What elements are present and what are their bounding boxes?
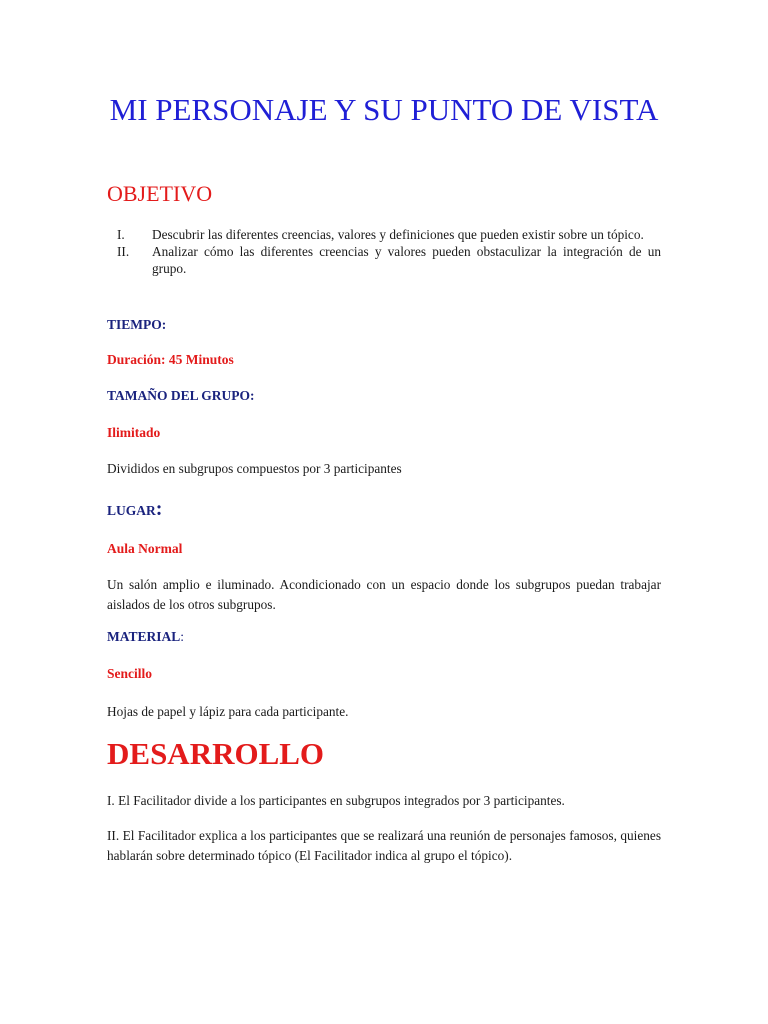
lugar-label-line: [107, 498, 162, 521]
material-text: Hojas de papel y lápiz para cada participante.: [107, 704, 349, 719]
desarrollo-step: II. El Facilitador explica a los participantes que se realizará una reunión de personajes famosos, quienes hablarán sobre determinado tópico (El Facilitador indica al grupo el tópico).: [107, 828, 661, 863]
tiempo-label: TIEMPO:: [107, 317, 167, 332]
lugar-text: Un salón amplio e iluminado. Acondicionado con un espacio donde los subgrupos puedan trabajar aislados de los otros subgrupos.: [107, 577, 661, 612]
objetivo-item-text: Descubrir las diferentes creencias, valores y definiciones que pueden existir sobre un tópico.: [152, 227, 644, 242]
lugar-value: Aula Normal: [107, 541, 183, 556]
objetivo-item: [107, 243, 661, 277]
grupo-label: TAMAÑO DEL GRUPO:: [107, 388, 255, 403]
objetivo-item-text: Analizar cómo las diferentes creencias y valores pueden obstaculizar la integración de un grupo.: [152, 244, 661, 276]
grupo-text: Divididos en subgrupos compuestos por 3 participantes: [107, 461, 402, 476]
lugar-label: LUGAR: [107, 503, 156, 518]
desarrollo-step: I. El Facilitador divide a los participantes en subgrupos integrados por 3 participantes.: [107, 793, 565, 808]
objetivo-heading: OBJETIVO: [107, 181, 213, 206]
material-label-line: [107, 629, 184, 645]
document-title: MI PERSONAJE Y SU PUNTO DE VISTA: [109, 92, 659, 127]
objetivo-item-number: II.: [117, 244, 130, 259]
lugar-colon: :: [155, 498, 163, 520]
material-label: MATERIAL: [107, 629, 181, 644]
objetivo-item-number: I.: [117, 227, 125, 242]
material-value: Sencillo: [107, 666, 153, 681]
objetivo-item: [107, 226, 661, 243]
desarrollo-heading: DESARROLLO: [107, 736, 325, 771]
grupo-value: Ilimitado: [107, 425, 161, 440]
material-colon: :: [180, 629, 185, 644]
tiempo-value: Duración: 45 Minutos: [107, 352, 234, 367]
objetivo-list: [107, 226, 661, 277]
